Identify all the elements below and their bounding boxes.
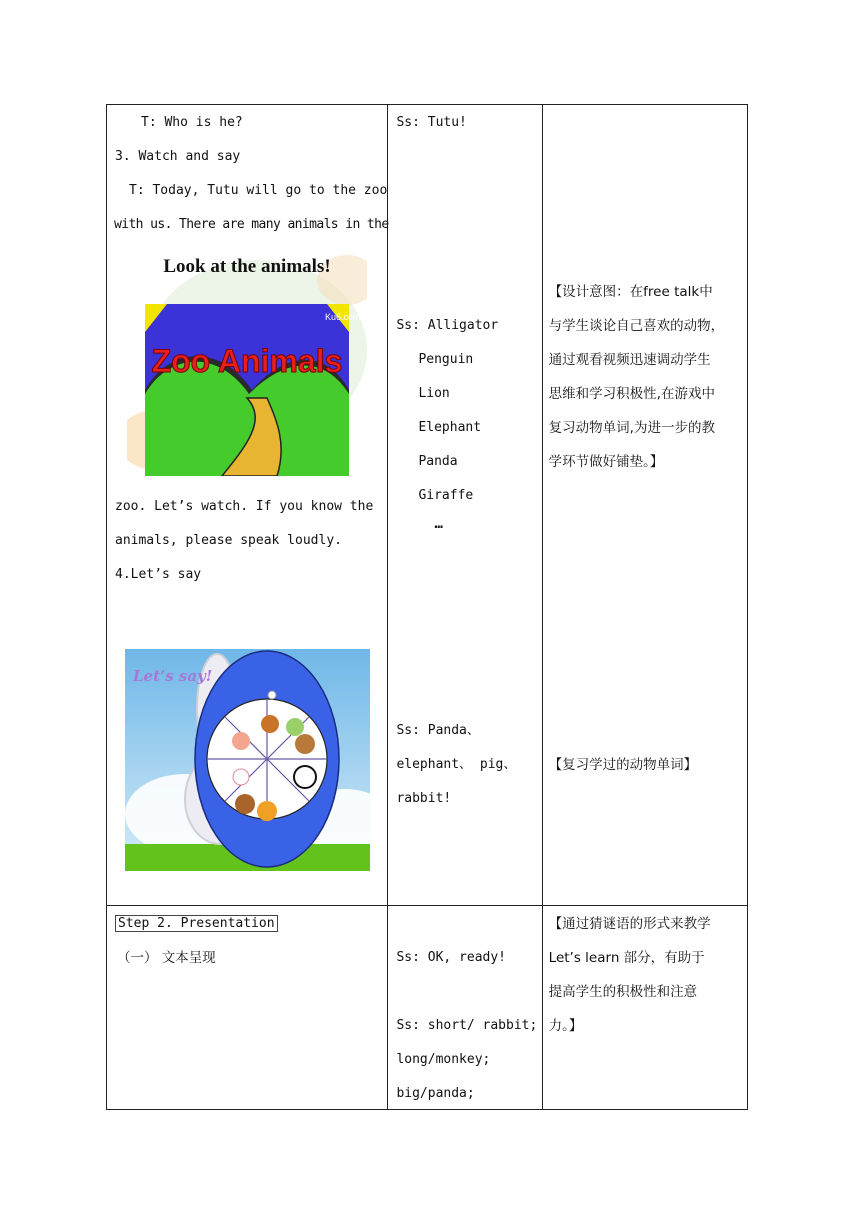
text-line: Ss: Panda、 [396,723,480,738]
design-intent-cell [542,105,747,906]
step-heading: Step 2. Presentation [115,915,278,932]
text-line: Ss: OK, ready! [396,950,507,965]
text-line: 学环节做好铺垫。】 [548,454,664,470]
text-line: rabbit! [396,791,452,806]
teacher-activity-cell [107,105,388,906]
animal-item: Elephant [418,420,482,435]
image-heading: Look at the animals! [163,256,331,277]
text-line: long/monkey; [396,1052,491,1067]
image-logo: Ku6.com [325,312,361,322]
zoo-animals-video-image [127,240,367,476]
text-line: Ss: Alligator [396,318,499,333]
text-line: with us. There are many animals in the [114,217,389,232]
text-line: 复习动物单词,为进一步的教 [548,420,715,436]
student-activity-cell [388,105,542,906]
animal-item: Penguin [418,352,474,367]
text-line: 与学生谈论自己喜欢的动物， [548,318,725,334]
text-line: 思维和学习积极性,在游戏中 [548,386,715,402]
student-activity-cell [388,906,542,1110]
text-line: 【设计意图：在free talk中 [548,284,713,300]
text-line: 4.Let’s say [115,567,202,582]
animal-item: Lion [418,386,450,401]
image-title: Zoo Animals [151,343,343,379]
text-line: zoo. Let’s watch. If you know the [115,499,374,514]
text-line: elephant、 pig、 [396,757,517,772]
text-line: （一） 文本呈现 [117,950,216,966]
image-caption: Let’s say! [133,667,213,685]
text-line: 【通过猜谜语的形式来教学 [548,916,711,932]
table-row [107,105,748,906]
animal-item: Giraffe [418,488,474,503]
animal-item: … [434,516,443,532]
table-row [107,906,748,1110]
text-line: 【复习学过的动物单词】 [548,757,698,773]
text-line: 力。】 [548,1018,583,1034]
text-line: Ss: Tutu! [396,115,467,130]
lesson-plan-table [106,104,748,1110]
text-line: Let’s learn 部分，有助于 [548,950,705,966]
teacher-activity-cell [107,906,388,1110]
text-line: animals, please speak loudly. [115,533,342,548]
lets-say-wheel-image [125,649,370,871]
text-line: 提高学生的积极性和注意 [548,984,698,1000]
text-line: T: Who is he? [141,115,243,130]
text-line: T: Today, Tutu will go to the zoo [129,183,388,198]
text-line: big/panda; [396,1086,475,1101]
text-line: 通过观看视频迅速调动学生 [548,352,711,368]
design-intent-cell [542,906,747,1110]
text-line: 3. Watch and say [115,149,241,164]
animal-item: Panda [418,454,458,469]
text-line: Ss: short/ rabbit; [396,1018,538,1033]
